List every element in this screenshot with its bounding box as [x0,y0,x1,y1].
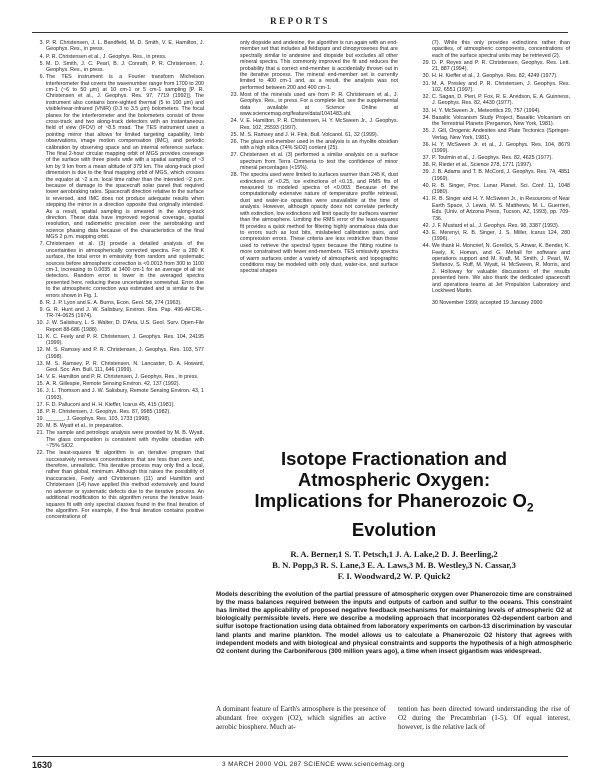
reference-text: Christensen et al. (3) performed a similar analysis on a surface spectrum from Terra Cimmeria to test the confidence of minor mineral percentages (<15%). [240,152,398,172]
reference-number: 26. [230,138,238,145]
reference-entry [420,183,570,196]
references-column-2 [228,40,398,275]
reference-text: G. R. Hunt and J. W. Salisbury, Environ. Res. Pap. 496-AFCRL-TR-74-0625 (1974). [46,306,204,320]
reference-number: 36. [422,141,430,148]
reference-entry [34,307,204,320]
title-line-2: Atmospheric Oxygen: [297,469,491,490]
reference-text: Basaltic Volcanism Study Project, Basaltic Volcanism on the Terrestrial Planets (Pergamon, New York, 1981). [432,114,570,127]
reference-text: H. Y. McSween Jr. et al., J. Geophys. Res. 104, 8679 (1999). [432,141,570,154]
reference-number: 42. [422,222,430,229]
header-rule [32,32,568,33]
reference-text: H. Y. McSween Jr., Meteoritics 29, 757 (1994). [432,107,541,114]
reference-text: only diopside and andesine, the algorithm is run again with an end-member set that includes all feldspars and clinopyroxenes that are spectrally similar to andesine and diopside but excludes all other mineral spectra. This commonly improved the fit and reduces the probability that a correct end-member is accidentally thrown out in the iterative process. The mineral end-member set is currently limited to 400 cm-1 and, as a result, the analysis was not performed between 200 and 400 cm-1. [240,40,398,91]
references-column-3 [420,40,570,307]
reference-entry [34,374,204,380]
reference-number: 6. [39,74,44,81]
reference-number: 19. [36,416,44,423]
reference-text: The least-squares fit algorithm is an iterative program that successively removes concentrations that are less than zero and, therefore, unrealistic. This iterative process may only find a local, rather than global, minimum. Although this raises the possibility of inaccuracies, Feely and Christensen (11) and Hamilton and Christensen (14) have applied this method extensively and found no adverse or systematic defects due to the iterative process. An additional modification to this algorithm reruns the iterative least-squares fit with only spectral classes found in the final iteration of the algorithm. For example, if the final iteration contains positive concentrations of [46,450,204,521]
reference-text: M. S. Ramsey and J. H. Fink, Bull. Volcanol. 61, 32 (1999). [240,131,379,138]
reference-number: 28. [230,172,238,179]
reference-entry [228,132,398,138]
reference-text: Christensen et al. (3) provide a detailed analysis of the uncertainties in atmospherically corrected spectra. For a 280 K surface, the total error in emissivity from random and systematic sources before atmospheric correction is <0.0013 from 300 to 1100 cm-1, increasing to 0.0035 at 1400 cm-1 for an average of all six detectors. Random error is lower in the averaged spectra presented here, reducing these uncertainties somewhat. Error due to the atmospheric correction was estimated and is similar to the errors shown in Fig. 1. [46,241,204,299]
reference-entry [228,139,398,152]
reference-number: 22. [36,450,44,457]
reference-entry [228,118,398,131]
reference-number: 11. [37,333,44,340]
reference-entry [34,361,204,374]
reference-text: Most of the minerals used are from P. R. Christensen et al., J. Geophys. Res., in press. For a complete list, see the supplemental data available at Science Online at www.sciencemag.org/feature/data/1041483.shl. [240,91,398,118]
reference-text: M. S. Ramsey and P. R. Christensen, J. Geophys. Res. 103, 577 (1998). [46,347,204,360]
reference-entry [34,334,204,347]
reference-text: P. R. Christensen et al., J. Geophys. Res., in press. [46,53,167,60]
reference-entry [420,142,570,155]
reference-text: R. Rieder et al., Science 278, 1771 (1997). [432,162,533,169]
reference-text: J. F. Mustard et al., J. Geophys. Res. 98, 3387 (1993). [432,222,560,229]
reference-text: M. D. Smith, J. C. Pearl, B. J. Conrath, P. R. Christensen, J. Geophys. Res., in press. [46,60,204,73]
article-title [216,448,572,540]
reference-text: ______, J. Geophys. Res. 103, 1733 (1998). [46,416,151,423]
reference-entry [228,92,398,118]
title-line-3-main: Implications for Phanerozoic O [254,490,527,511]
reference-text: K. C. Feely and P. R. Christensen, J. Geophys. Res. 104, 24195 (1999). [46,333,204,347]
reference-number: 15. [36,381,44,388]
reference-text: The spectra used were limited to surfaces warmer than 245 K, dust extinctions of <0.25, ice extinctions of <0.15, and RMS fits of measured to modeled spectra of <0.003. Because of the computationally extensive nature of temperature profile retrieval, dust and water-ice opacities were unavailable at the time of analysis. However, although opacity does not correlate perfectly with extinction, low extinctions will limit opacity for surfaces warmer than the atmosphere. Limiting the RMS error of the least-squares fit provides a quick method for filtering highly anomalous data due to errors such as lost bits, mislabeled calibration pairs, and compression errors. These criteria are less restrictive than those used to retrieve the spectral types because the fitting routine is more constrained with fewer end-members. TES emissivity spectra of warm surfaces under a variety of atmospheric and topographic conditions may be modeled with only dust, water-ice, and surface spectral shapes [240,172,398,275]
abstract: Models describing the evolution of the partial pressure of atmospheric oxygen over Phanerozoic time are constrained by the mass balances required between the inputs and outputs of carbon and sulfur to the oceans. This constraint has limited the applicability of proposed negative feedback mechanisms for maintaining levels of atmospheric O2 at biologically permissible levels. Here we describe a modeling approach that incorporates O2-dependent carbon and sulfur isotope fractionation using data obtained from laboratory experiments on carbon-13 discrimination by vascular land plants and marine plankton. The model allows us to calculate a Phanerozoic O2 history that agrees with independent models and with biological and physical constraints and supports the hypothesis of a high atmospheric O2 content during the Carboniferous (300 million years ago), a time when insect gigantism was widespread. [216,591,572,655]
reference-number: 25. [230,131,238,138]
reference-entry [34,300,204,306]
reference-text: P. Toulmin et al., J. Geophys. Res. 82, 4625 (1977). [432,155,553,162]
reference-text: P. R. Christensen, J. L. Bandfield, M. D. Smith, V. E. Hamilton, J. Geophys. Res., in press. [46,40,204,53]
reference-text: M. S. Ramsey, P. R. Christensen, N. Lancaster, D. A. Howard, Geol. Soc. Am. Bull. 111, 646 (1999). [46,360,204,374]
reference-text: R. J. P. Lyon and E. A. Burns, Econ. Geol. 58, 274 (1963). [46,299,182,306]
reference-number: 16. [36,388,44,395]
reference-number: 21. [36,430,44,437]
reference-entry [420,115,570,128]
reference-number: 7. [39,241,44,248]
reference-text: J. Gill, Orogenic Andesites and Plate Tectonics (Springer-Verlag, New York, 1981). [432,128,570,141]
reference-number: 18. [36,409,44,416]
reference-number: 43. [422,229,430,236]
reference-number: 8. [39,299,44,306]
reference-entry [420,243,570,294]
reference-number: 10. [36,320,44,327]
reference-text: J. L. Thomson and J. W. Salisbury, Remote Sensing Environ. 43, 1 (1993). [46,388,204,401]
authors-line-3: F. I. Woodward,2 W. P. Quick2 [337,571,451,582]
reference-entry [34,347,204,360]
reference-entry [34,61,204,74]
title-subscript: 2 [526,500,534,515]
references-list-3 [420,40,570,294]
reference-entry [34,450,204,520]
reference-number: 34. [422,114,430,121]
reference-entry [228,172,398,275]
reference-number: 23. [230,91,238,98]
reference-number: 30. [422,73,430,80]
reference-number: 33. [422,107,430,114]
reference-number: 5. [39,60,44,67]
authors [216,549,572,583]
reference-text: E. Merenyi, R. B. Singer, J. S. Miller, Icarus 124, 280 (1996). [432,229,570,243]
reference-text: R. B. Singer and H. Y. McSween Jr., in Resources of Near Earth Space, J. Lewis, M. S. Matthews, M. L. Guerrieri, Eds. (Univ. of Arizona Press, Tucson, AZ, 1993), pp. 709-736. [432,196,570,222]
reference-entry [420,169,570,182]
reference-entry [420,81,570,94]
reference-text: F. D. Palluconi and H. H. Kieffer, Icarus 45, 415 (1981). [46,401,175,408]
reference-text: The sample and petrologic analysis were provided by M. B. Wyatt. The glass composition is consistent with rhyolite obsidian with ~75% SiO2. [46,430,204,450]
reference-text: We thank H. Moncrief, N. Gorelick, S. Anwar, K. Bender, K. Feely, K. Homan, and G. Mehall for software and operations support and M. Kraft, M. Smith, J. Pearl, W. Stefanov, S. Ruff, M. Wyatt, H. McSween, R. Morris, and J. Holloway for valuable discussions of the results presented here. We also thank the dedicated spacecraft and operations teams at Jet Propulsion Laboratory and Lockheed Martin. [432,243,570,295]
reference-number: 13. [36,360,44,367]
reference-number: 17. [36,401,44,408]
title-line-3 [216,490,572,519]
received-dates: 30 November 1999; accepted 19 January 2000 [432,300,543,307]
reference-entry [420,60,570,73]
reference-entry [34,40,204,53]
reference-number: 32. [422,94,430,100]
reference-entry [228,152,398,171]
reference-number: 14. [36,374,44,381]
reference-text: V. E. Hamilton, P. R. Christensen, H. Y. McSween Jr., J. Geophys. Res. 102, 25593 (1997). [240,118,398,131]
reference-text: M. A. Presley and P. R. Christensen, J. Geophys. Res. 102, 6551 (1997). [432,80,570,93]
references-column-1 [34,40,204,521]
reference-entry [34,430,204,449]
reference-entry [420,40,570,59]
reference-text: D. P. Reyes and P. R. Christensen, Geophys. Res. Lett. 21, 887 (1994). [432,59,570,73]
authors-line-1: R. A. Berner,1 S. T. Petsch,1 J. A. Lake,2 D. J. Beerling,2 [290,548,498,559]
reference-number: 41. [422,196,430,203]
page-number: 1630 [32,760,53,770]
reference-entry [420,223,570,229]
reference-number: 27. [230,152,238,159]
reference-text: C. Sagan, D. Pieri, P. Fox, R. E. Arvidson, E. A. Guinness, J. Geophys. Res. 82, 4430 (1977). [432,94,570,107]
reference-entry [420,155,570,161]
reference-entry [34,423,204,429]
reference-text: P. R. Christensen, J. Geophys. Res. 87, 9985 (1982). [46,409,171,416]
reference-number: 44. [422,243,430,250]
reference-number: 24. [230,118,238,125]
reference-text: J. W. Salisbury, L. S. Walter, D. D'Aria, U.S. Geol. Surv. Open-File Report 88-686 (1988). [46,320,204,333]
reference-entry [420,73,570,79]
page-footer [32,756,568,770]
reference-number: 29. [422,59,430,66]
reference-entry [34,416,204,422]
article [216,448,572,656]
issue-line: 3 MARCH 2000 VOL 287 SCIENCE www.sciencemag.org [222,761,405,768]
section-title: REPORTS [270,16,330,26]
reference-entry [420,108,570,114]
reference-entry [228,40,398,91]
title-line-1: Isotope Fractionation and [280,448,508,469]
reference-number: 38. [422,162,430,169]
reference-number: 31. [422,80,430,87]
reference-entry [420,128,570,141]
body-text-column-2: tention has been directed toward understanding the rise of O2 during the Precambrian (1-5). Of equal interest, however, is the relative lack of [398,705,570,731]
reference-number: 4. [39,53,44,60]
reference-number: 3. [39,40,44,46]
reference-number: 37. [422,155,430,162]
reference-entry [420,230,570,243]
reference-text: H. H. Kieffer et al., J. Geophys. Res. 82, 4249 (1977). [432,73,558,80]
reference-entry [34,388,204,401]
reference-number: 20. [36,423,44,430]
reference-entry [34,241,204,299]
title-line-4: Evolution [351,518,437,540]
reference-number: 12. [36,347,44,354]
reference-entry [34,409,204,415]
reference-entry [420,94,570,107]
reference-entry [420,162,570,168]
reference-entry [34,381,204,387]
reference-text: M. B. Wyatt et al., in preparation. [46,423,124,430]
reference-entry [34,74,204,241]
reference-text: The TES instrument is a Fourier transform Michelson interferometer that covers the wavenumber range from 1700 to 200 cm-1 (~6 to 50 μm) at 10 cm-1 or 5 cm-1 sampling [P. R. Christensen et al., J. Geophys. Res. 97, 7719 (1992)]. The instrument also contains bore-sighted thermal (5 to 100 μm) and visible/near-infrared (VNIR) (0.3 to 3.5 μm) bolometers. The focal planes for the interferometer and the bolometers consist of three cross-track and two along-track detectors with an instantaneous field of view (IFOV) of ~8.5 mrad. The TES instrument uses a pointing mirror that allows for limited targeting capability, limb observations, image motion compensation (IMC), and periodic calibration by observing space and an internal reference surface. The final 2-hour circular mapping orbit of MGS provides coverage of the surface with three pixels wide with a spatial sampling of ~3 km by 9 km from a mean altitude of 379 km. The along-track pixel dimension is due to the final mapping orbit of MGS, which crosses the equator at ~2 a.m. local time rather than the intended ~2 p.m. because of damage to the spacecraft solar panel that required lower aerobraking rates. Spacecraft direction relative to the surface is reversed, and IMC does not produce adequate results when stepping the mirror in a direction opposite that originally intended. As a result, spatial sampling is smeared in the along-track direction. These data have improved regional coverage, spatial resolution, and radiometric precision over the aerobraking and science phasing data because of the characteristics of the final MGS 2 p.m. mapping orbit. [46,74,204,241]
reference-text: A. R. Gillespie, Remote Sensing Environ. 42, 137 (1992). [46,381,180,388]
reference-entry [34,54,204,60]
reference-text: J. B. Adams and T. B. McCord, J. Geophys. Res. 74, 4851 (1969). [432,169,570,182]
reference-text: R. B. Singer, Proc. Lunar Planet. Sci. Conf. 11, 1048 (1980). [432,182,570,196]
reference-number: 40. [422,182,430,189]
reference-entry [420,196,570,222]
reference-number: 9. [39,306,44,313]
authors-line-2: B. N. Popp,3 R. S. Lane,3 E. A. Laws,3 M. B. Westley,3 N. Cassar,3 [272,559,516,570]
reference-text: The glass end-member used in the analysis is an rhyolite obsidian with a high silica (74% SiO2) content (25). [240,138,398,152]
body-text-column-1: A dominant feature of Earth's atmosphere is the presence of abundant free oxygen (O2), which signifies an active aerobic biosphere. Much at- [216,705,386,731]
page-header [32,14,568,34]
reference-entry [34,402,204,408]
reference-text: (7). While this only provides extinctions rather than opacities, of atmospheric components, concentrations of each of the surface spectral units may be retrieved (2). [432,40,570,59]
reference-number: 39. [422,169,430,176]
reference-text: V. E. Hamilton and P. R. Christensen, J. Geophys. Res., in press. [46,374,199,381]
reference-number: 35. [422,128,430,135]
reference-entry [34,320,204,333]
